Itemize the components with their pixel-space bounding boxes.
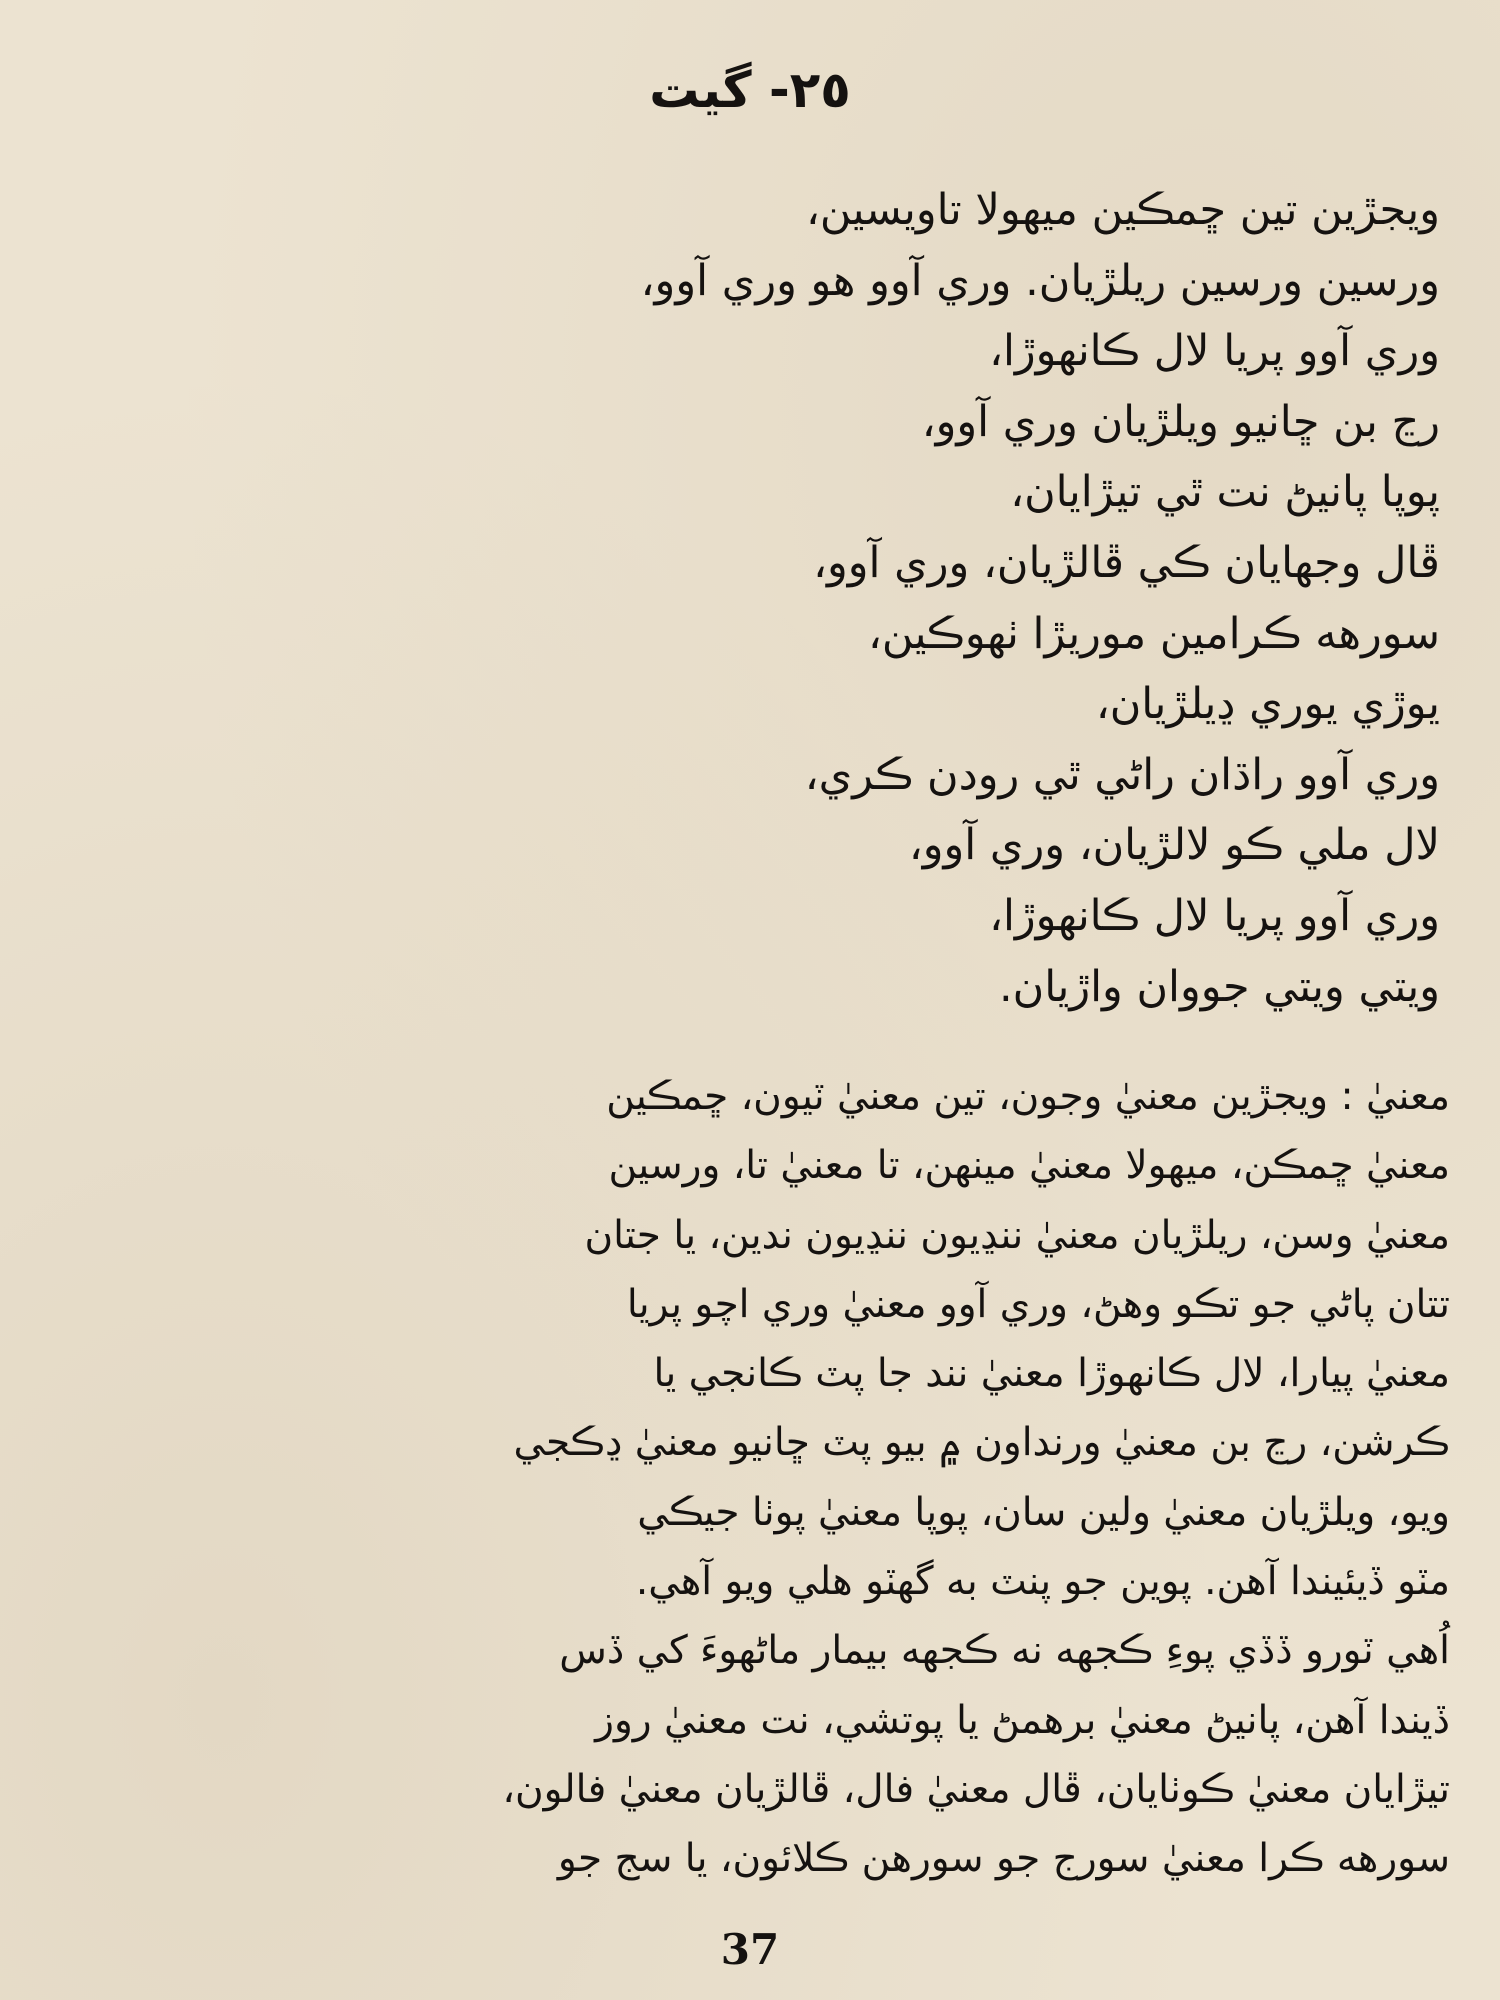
verse-line: سورهه ڪرامين موريڙا ٺهوڪين، [867,608,1440,659]
prose-line: ويو، ويلڙيان معنيٰ ولين سان، پوپا معنيٰ پوٺا جيڪي [637,1489,1450,1535]
prose-line: معنيٰ پيارا، لال ڪانهوڙا معنيٰ نند جا پٽ ڪانجي يا [653,1351,1450,1397]
prose-line: معنيٰ ڇمڪن، ميهولا معنيٰ مينهن، تا معنيٰ تا، ورسين [608,1143,1450,1189]
verse-line: وري آوو پريا لال ڪانهوڙا، [989,326,1440,377]
prose-line: اُهي ٽورو ڏڏي پوءِ ڪجهه نه ڪجهه بيمار ماڻهوءَ کي ڏس [559,1628,1450,1674]
verse-line: ورسين ورسين ريلڙيان. وري آوو هو وري آوو، [640,255,1440,306]
prose-line: تيڙايان معنيٰ ڪوٺايان، ڦال معنيٰ فال، ڦالڙيان معنيٰ فالون، [502,1766,1450,1812]
prose-line: تتان پاڻي جو تڪو وهڻ، وري آوو معنيٰ وري اچو پريا [626,1281,1450,1327]
prose-line: مٽو ڏيئيندا آهن. پوين جو پنٽ به گهٽو هلي ويو آهي. [635,1559,1450,1605]
song-verse [60,175,1440,1022]
prose-line: معنيٰ : ويجڙين معنيٰ وجون، تين معنيٰ ٽيون، ڇمڪين [606,1074,1450,1119]
prose-line: سورهه ڪرا معنيٰ سورج جو سورهن ڪلائون، يا سج جو [557,1836,1450,1882]
verse-line: وري آوو پريا لال ڪانهوڙا، [989,890,1440,941]
verse-line: ويجڙين تين ڇمڪين ميهولا تاويسين، [805,185,1440,235]
prose-line: معنيٰ وسن، ريلڙيان معنيٰ ننڍيون ننڍيون ندين، يا جتان [584,1212,1450,1258]
verse-line: ڦال وجهايان ڪي ڦالڙيان، وري آوو، [813,537,1440,588]
verse-line: يوڙي يوري ڍيلڙيان، [1095,679,1440,730]
verse-line: ويتي ويتي جووان واڙيان. [999,961,1440,1012]
verse-line: رڃ بن ڇانيو ويلڙيان وري آوو، [921,396,1440,447]
meaning-paragraph [50,1062,1450,1894]
page-title: ٢٥- گيت [649,61,851,119]
verse-line: وري آوو راڌان راڻي ٿي رودن ڪري، [804,749,1440,800]
verse-line: پوپا پانيڻ نت ٿي تيڙايان، [1010,467,1440,518]
verse-line: لال ملي ڪو لالڙيان، وري آوو، [908,820,1440,871]
prose-line: ڪرشن، رڃ بن معنيٰ ورنداون ۾ بيو پٽ ڇانيو معنيٰ ڍڪجي [513,1420,1450,1466]
prose-line: ڏيندا آهن، پانيڻ معنيٰ برهمڻ يا پوتشي، نت معنيٰ روز [595,1697,1450,1743]
page-number: 37 [720,1925,780,1974]
